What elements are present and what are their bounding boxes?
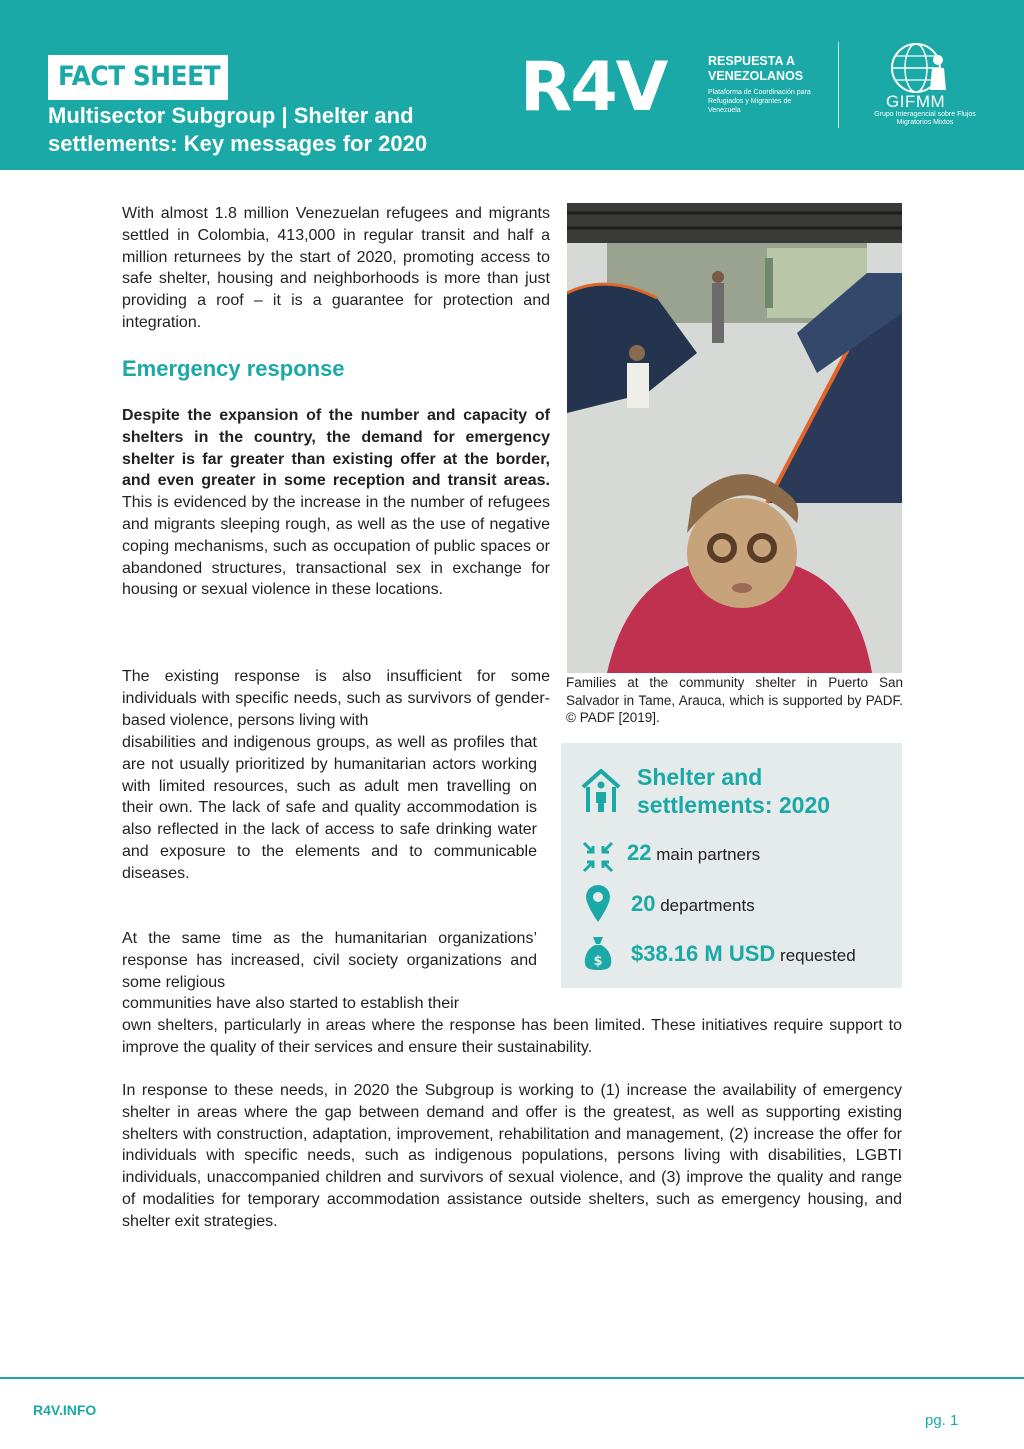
money-bag-icon: [583, 935, 613, 971]
paragraph-1-rest: This is evidenced by the increase in the number of refugees and migrants sleeping rough, as well as the use of negative coping mechanisms, such as occupation of public spaces or abandoned structures, transactional sex in exchange for housing or sexual violence in these locations.: [122, 494, 550, 599]
paragraph-3-mid: communities have also started to establish their: [122, 995, 460, 1012]
fact-sheet-label: FACT SHEET: [58, 61, 221, 92]
r4v-logo-text: R4V: [520, 52, 667, 116]
r4v-title-line-2: VENEZOLANOS: [708, 69, 804, 83]
location-pin-icon: [584, 883, 612, 923]
subtitle-line-2: settlements: Key messages for 2020: [48, 131, 428, 156]
page-number: pg. 1: [925, 1412, 959, 1429]
svg-text:$: $: [593, 954, 603, 969]
r4v-title-line-1: RESPUESTA A: [708, 54, 796, 68]
globe-icon: [886, 40, 958, 96]
r4v-subtitle: Plataforma de Coordinación para Refugiados y Migrantes de Venezuela: [708, 89, 811, 114]
stats-box: [561, 743, 902, 988]
paragraph-1-bold: Despite the expansion of the number and capacity of shelters in the country, the demand for emergency shelter is far greater than existing offer at the border, and even greater in some reception and transit areas.: [122, 407, 550, 490]
header-banner: [0, 0, 1024, 170]
shelter-icon: [579, 767, 623, 815]
photo-caption: Families at the community shelter in Puerto San Salvador in Tame, Arauca, which is supported by PADF. © PADF [2019].: [566, 675, 903, 725]
stats-title: [637, 763, 830, 819]
paragraph-3-end: own shelters, particularly in areas where the response has been limited. These initiatives require support to improve the quality of their services and ensure their sustainability.: [122, 1017, 902, 1056]
stat-partners-value: 22: [627, 840, 652, 865]
subtitle-line-1: Multisector Subgroup | Shelter and: [48, 103, 414, 128]
logo-divider: [838, 42, 839, 128]
paragraph-4: In response to these needs, in 2020 the Subgroup is working to (1) increase the availability of emergency shelter in areas where the gap between demand and offer is the greatest, as well as supporting existing shelters with construction, adaptation, improvement, rehabilitation and management, (2) increase the offer for individuals with specific needs, such as indigenous populations, persons living with disabilities, LGBTI individuals, unaccompanied children and survivors of sexual violence, and (3) improve the quality and range of modalities for temporary accommodation assistance outside shelters, such as emergency housing, and shelter exit strategies.: [122, 1082, 902, 1230]
intro-paragraph: With almost 1.8 million Venezuelan refugees and migrants settled in Colombia, 413,000 in regular transit and half a million returnees by the start of 2020, promoting access to safe shelter, housing and neighborhoods is more than just providing a roof – it is a guarantee for protection and integration.: [122, 205, 550, 331]
r4v-title: [708, 54, 803, 84]
fact-sheet-badge: [48, 55, 228, 100]
stats-title-line-1: Shelter and: [637, 764, 763, 790]
gifmm-title: GIFMM: [886, 92, 946, 111]
footer-website[interactable]: R4V.INFO: [33, 1402, 97, 1418]
document-subtitle: [48, 102, 488, 158]
stat-partners: [627, 840, 760, 866]
stats-title-line-2: settlements: 2020: [637, 792, 831, 818]
shelter-photo: [567, 203, 902, 673]
footer-divider: [0, 1377, 1024, 1379]
section-heading: Emergency response: [122, 356, 345, 381]
stat-departments: [631, 891, 755, 917]
stat-funding-value: $38.16 M USD: [631, 941, 776, 966]
stat-funding: [631, 941, 856, 967]
stat-partners-label: main partners: [656, 845, 761, 864]
gifmm-subtitle: Grupo Interagencial sobre Flujos Migratorios Mixtos: [874, 111, 976, 126]
paragraph-2-start: The existing response is also insufficient for some individuals with specific needs, such as survivors of gender-based violence, persons living with: [122, 668, 550, 729]
paragraph-3-start: At the same time as the humanitarian organizations’ response has increased, civil society organizations and some religious: [122, 930, 537, 991]
r4v-logo: [520, 52, 700, 116]
partners-arrows-icon: [581, 840, 615, 874]
paragraph-2-continued: disabilities and indigenous groups, as well as profiles that are not usually prioritized by humanitarian actors working with limited resources, such as adult men travelling on their own. The lack of safe and quality accommodation is also reflected in the lack of access to safe drinking water and exposure to the elements and to communicable diseases.: [122, 734, 537, 882]
stat-funding-label: requested: [780, 946, 856, 965]
stat-departments-value: 20: [631, 891, 656, 916]
paragraph-1: [122, 405, 550, 601]
stat-departments-label: departments: [660, 896, 755, 915]
